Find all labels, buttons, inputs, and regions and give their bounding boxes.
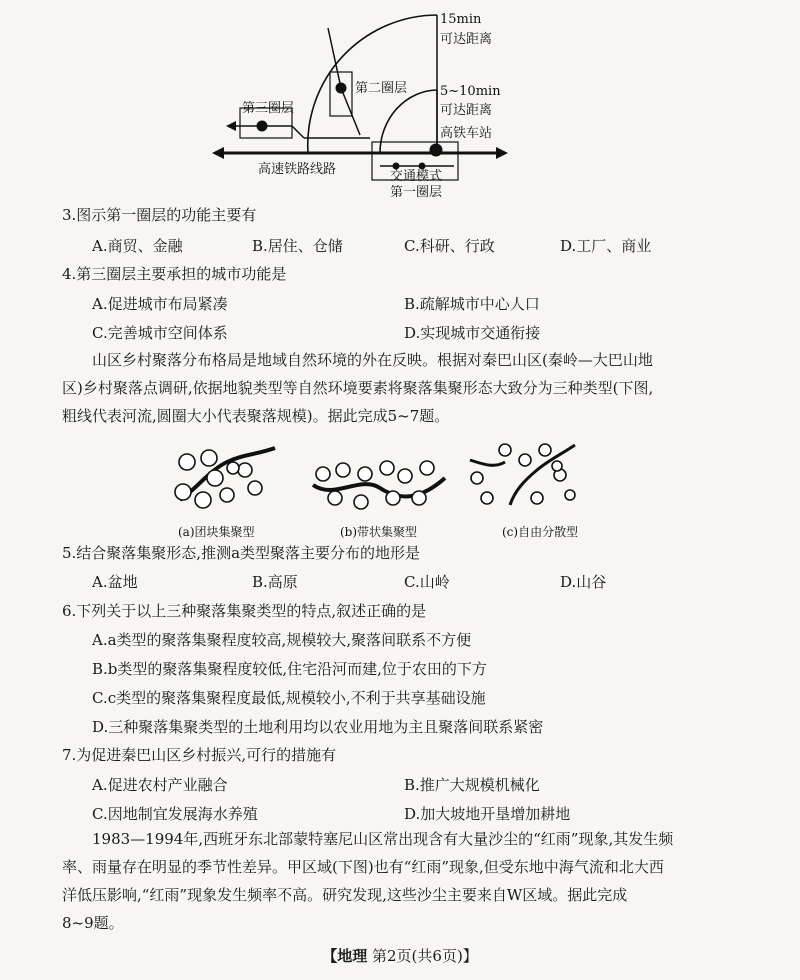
passage1-line1: 山区乡村聚落分布格局是地域自然环境的外在反映。根据对秦巴山区(秦岭—大巴山地 xyxy=(92,351,653,369)
q5-stem: 5.结合聚落集聚形态,推测a类型聚落主要分布的地形是 xyxy=(62,544,421,562)
q6-option-d: D.三种聚落集聚类型的土地利用均以农业用地为主且聚落间联系紧密 xyxy=(92,718,544,736)
footer-subject: 【地理 xyxy=(322,947,368,965)
q5-option-b: B.高原 xyxy=(252,573,298,591)
passage1-line2: 区)乡村聚落点调研,依据地貌类型等自然环境要素将聚落集聚形态大致分为三种类型(下图, xyxy=(62,379,654,397)
q7-option-a: A.促进农村产业融合 xyxy=(92,776,228,794)
label-15min: 15min xyxy=(440,12,482,27)
q7-option-b: B.推广大规模机械化 xyxy=(404,776,540,794)
label-510min: 5~10min xyxy=(440,84,501,99)
label-line: 高速铁路线路 xyxy=(258,162,337,177)
pattern-a xyxy=(175,448,275,508)
q4-option-d: D.实现城市交通衔接 xyxy=(404,324,541,342)
q5-option-a: A.盆地 xyxy=(92,573,138,591)
q7-option-c: C.因地制宜发展海水养殖 xyxy=(92,805,258,823)
caption-a: (a)团块集聚型 xyxy=(178,525,255,539)
q3-option-b: B.居住、仓储 xyxy=(252,237,343,255)
label-ring3: 第三圈层 xyxy=(242,101,295,116)
q3-option-a: A.商贸、金融 xyxy=(92,237,183,255)
q5-option-c: C.山岭 xyxy=(404,573,450,591)
q7-stem: 7.为促进秦巴山区乡村振兴,可行的措施有 xyxy=(62,746,337,764)
passage1 xyxy=(62,346,762,430)
passage2-line1: 1983—1994年,西班牙东北部蒙特塞尼山区常出现含有大量沙尘的“红雨”现象,其发生频 xyxy=(92,830,674,848)
q3-stem: 3.图示第一圈层的功能主要有 xyxy=(62,206,257,224)
passage1-line3: 粗线代表河流,圆圈大小代表聚落规模)。据此完成5~7题。 xyxy=(62,407,450,425)
passage2-line4: 8~9题。 xyxy=(62,914,124,932)
pattern-b xyxy=(313,461,445,509)
passage2-line3: 洋低压影响,“红雨”现象发生频率不高。研究发现,这些沙尘主要来自W区域。据此完成 xyxy=(62,886,628,904)
label-ring1: 第一圈层 xyxy=(390,185,443,200)
q3-option-c: C.科研、行政 xyxy=(404,237,495,255)
label-station: 高铁车站 xyxy=(440,126,493,141)
q6-option-b: B.b类型的聚落集聚程度较低,住宅沿河而建,位于农田的下方 xyxy=(92,660,487,678)
pattern-c xyxy=(470,444,575,505)
label-ring2: 第二圈层 xyxy=(355,81,408,96)
q4-option-a: A.促进城市布局紧凑 xyxy=(92,295,228,313)
page-footer xyxy=(0,945,800,966)
q3-option-d: D.工厂、商业 xyxy=(560,237,652,255)
label-510min-2: 可达距离 xyxy=(440,103,493,118)
q4-option-b: B.疏解城市中心人口 xyxy=(404,295,540,313)
label-15min-2: 可达距离 xyxy=(440,32,493,47)
q7-option-d: D.加大坡地开垦增加耕地 xyxy=(404,805,571,823)
caption-b: (b)带状集聚型 xyxy=(340,525,418,539)
q6-option-a: A.a类型的聚落集聚程度较高,规模较大,聚落间联系不方便 xyxy=(92,631,472,649)
label-traffic: 交通模式 xyxy=(390,169,443,184)
footer-page: 第2页(共6页)】 xyxy=(372,947,478,965)
passage2-line2: 率、雨量存在明显的季节性差异。甲区域(下图)也有“红雨”现象,但受东地中海气流和北大西 xyxy=(62,858,664,876)
q5-option-d: D.山谷 xyxy=(560,573,607,591)
q6-option-c: C.c类型的聚落集聚程度最低,规模较小,不利于共享基础设施 xyxy=(92,689,486,707)
q4-option-c: C.完善城市空间体系 xyxy=(92,324,228,342)
settlement-pattern-figure xyxy=(165,440,595,525)
q4-stem: 4.第三圈层主要承担的城市功能是 xyxy=(62,265,287,283)
passage2 xyxy=(62,825,762,937)
q6-stem: 6.下列关于以上三种聚落集聚类型的特点,叙述正确的是 xyxy=(62,602,427,620)
caption-c: (c)自由分散型 xyxy=(502,525,579,539)
